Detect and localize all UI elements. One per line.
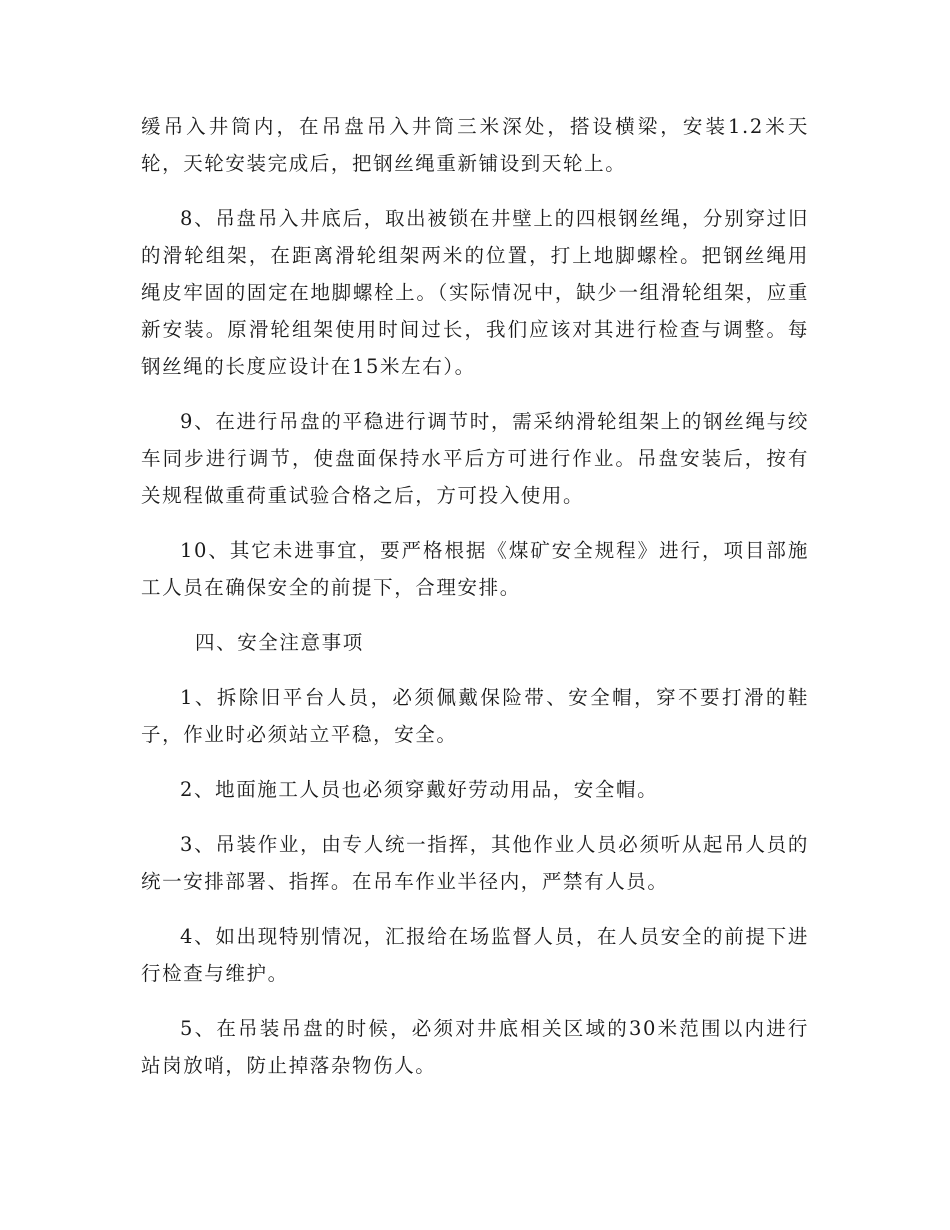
paragraph-step-8: 8、吊盘吊入井底后，取出被锁在井壁上的四根钢丝绳，分别穿过旧的滑轮组架，在距离滑轮组架两米的位置，打上地脚螺栓。把钢丝绳用绳皮牢固的固定在地脚螺栓上。（实际情况中，缺少一组滑轮组架，应重新安装。原滑轮组架使用时间过长，我们应该对其进行检查与调整。每钢丝绳的长度应设计在15米左右）。 (141, 207, 809, 378)
paragraph-step-10: 10、其它未进事宜，要严格根据《煤矿安全规程》进行，项目部施工人员在确保安全的前提下，合理安排。 (141, 539, 809, 599)
document-page (141, 108, 809, 1102)
safety-item-2: 2、地面施工人员也必须穿戴好劳动用品，安全帽。 (180, 778, 659, 801)
paragraph-continuation: 缓吊入井筒内，在吊盘吊入井筒三米深处，搭设横梁，安装1.2米天轮，天轮安装完成后，把钢丝绳重新铺设到天轮上。 (141, 115, 809, 175)
section-heading-safety: 四、安全注意事项 (195, 631, 364, 654)
safety-item-3: 3、吊装作业，由专人统一指挥，其他作业人员必须听从起吊人员的统一安排部署、指挥。在吊车作业半径内，严禁有人员。 (141, 833, 809, 893)
paragraph-step-9: 9、在进行吊盘的平稳进行调节时，需采纳滑轮组架上的钢丝绳与绞车同步进行调节，使盘面保持水平后方可进行作业。吊盘安装后，按有关规程做重荷重试验合格之后，方可投入使用。 (141, 410, 809, 507)
safety-item-1: 1、拆除旧平台人员，必须佩戴保险带、安全帽，穿不要打滑的鞋子，作业时必须站立平稳，安全。 (141, 686, 809, 746)
safety-item-5: 5、在吊装吊盘的时候，必须对井底相关区域的30米范围以内进行站岗放哨，防止掉落杂物伤人。 (141, 1017, 809, 1077)
safety-item-4: 4、如出现特别情况，汇报给在场监督人员，在人员安全的前提下进行检查与维护。 (141, 925, 809, 985)
